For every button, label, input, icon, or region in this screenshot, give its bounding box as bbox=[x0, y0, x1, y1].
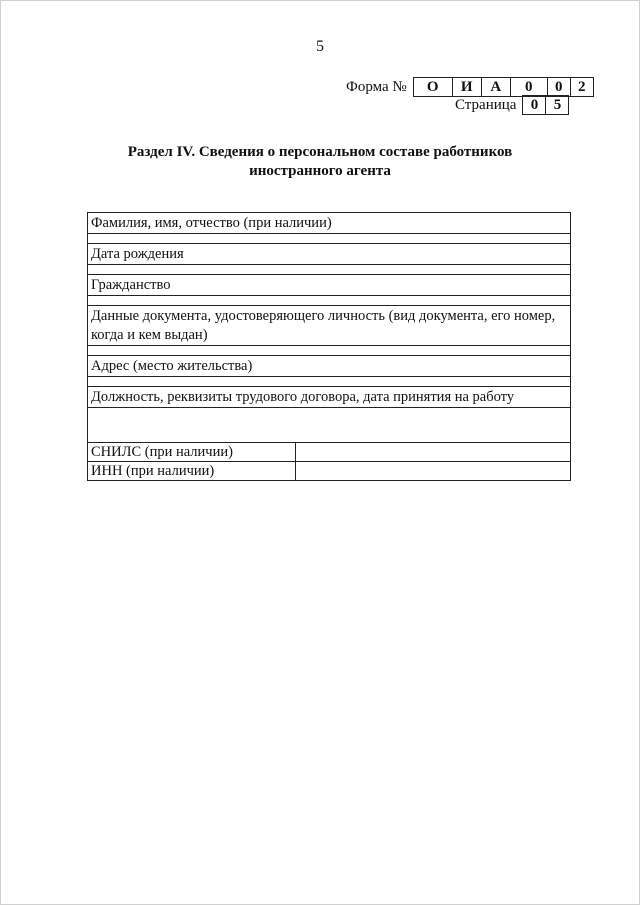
snils-label: СНИЛС (при наличии) bbox=[88, 443, 296, 461]
position-field[interactable] bbox=[88, 408, 570, 443]
inn-row bbox=[88, 462, 570, 480]
form-code-cell: О bbox=[426, 79, 439, 95]
form-code-cell: 0 bbox=[510, 78, 547, 96]
page-number-row bbox=[455, 95, 569, 115]
birth-date-label: Дата рождения bbox=[88, 244, 570, 265]
form-number-label: Форма № bbox=[346, 78, 407, 95]
form-code-cell: И bbox=[452, 78, 481, 96]
page-number: 5 bbox=[316, 38, 324, 55]
inn-field[interactable] bbox=[296, 462, 570, 480]
full-name-label: Фамилия, имя, отчество (при наличии) bbox=[88, 213, 570, 234]
position-label: Должность, реквизиты трудового договора, дата принятия на работу bbox=[88, 387, 570, 408]
snils-field[interactable] bbox=[296, 443, 570, 461]
page-digit-cell: 5 bbox=[545, 96, 568, 114]
section-title bbox=[80, 143, 560, 181]
form-code-cell: 0 bbox=[547, 78, 570, 96]
address-field[interactable] bbox=[88, 377, 570, 387]
form-code-cells bbox=[413, 77, 594, 97]
birth-date-field[interactable] bbox=[88, 265, 570, 275]
id-document-label: Данные документа, удостоверяющего личность (вид документа, его номер, когда и кем выдан) bbox=[88, 306, 570, 346]
employee-info-table bbox=[87, 212, 571, 481]
citizenship-label: Гражданство bbox=[88, 275, 570, 296]
full-name-field[interactable] bbox=[88, 234, 570, 244]
section-title-line1: Раздел IV. Сведения о персональном составе работников bbox=[127, 144, 513, 160]
section-title-line2: иностранного агента bbox=[249, 163, 391, 179]
page-digit-cells bbox=[522, 95, 569, 115]
snils-row bbox=[88, 443, 570, 462]
page-label: Страница bbox=[455, 96, 517, 113]
id-document-field[interactable] bbox=[88, 346, 570, 356]
page-digit-cell: 0 bbox=[530, 97, 539, 113]
form-code-cell: 2 bbox=[570, 78, 593, 96]
inn-label: ИНН (при наличии) bbox=[88, 462, 296, 480]
address-label: Адрес (место жительства) bbox=[88, 356, 570, 377]
form-code-cell: А bbox=[481, 78, 510, 96]
form-number-row bbox=[346, 77, 594, 97]
citizenship-field[interactable] bbox=[88, 296, 570, 306]
